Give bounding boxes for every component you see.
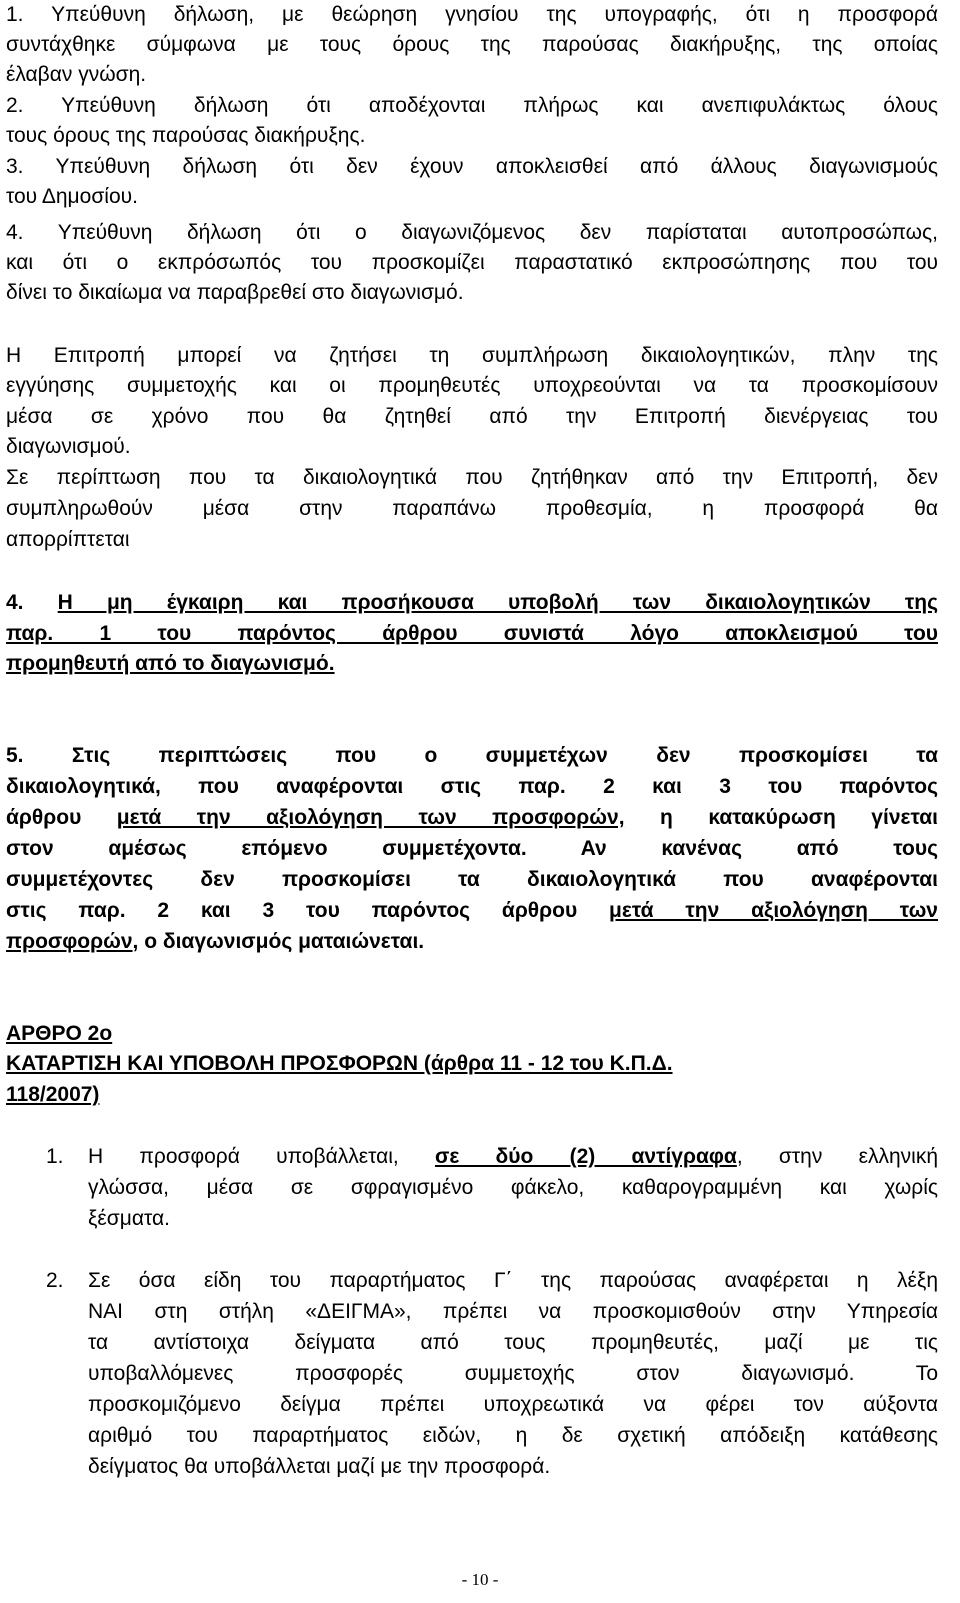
item4-line-1 — [6, 588, 938, 618]
point2-line-5: προσκομιζόμενο δείγμα πρέπει υποχρεωτικά να φέρει τον αύξοντα — [88, 1393, 938, 1416]
point2-line-7: δείγματος θα υποβάλλεται μαζί με την προσφορά. — [88, 1455, 551, 1478]
point2-line-2: ΝΑΙ στη στήλη «ΔΕΙΓΜΑ», πρέπει να προσκομισθούν στην Υπηρεσία — [88, 1300, 938, 1323]
item5-line-6-b: μετά την αξιολόγηση των — [609, 899, 938, 922]
item5-line-5: συμμετέχοντες δεν προσκομίσει τα δικαιολογητικά που αναφέρονται — [6, 868, 938, 891]
point1-number: 1. — [46, 1145, 64, 1168]
committee-line-5: Σε περίπτωση που τα δικαιολογητικά που ζητήθηκαν από την Επιτροπή, δεν — [6, 466, 938, 489]
item5-line-7-b: , ο διαγωνισμός ματαιώνεται. — [132, 930, 425, 953]
article-heading-line-1: ΚΑΤΑΡΤΙΣΗ ΚΑΙ ΥΠΟΒΟΛΗ ΠΡΟΣΦΟΡΩΝ (άρθρα 11 - 12 του Κ.Π.Δ. — [6, 1052, 673, 1075]
point1-line-2: γλώσσα, μέσα σε σφραγισμένο φάκελο, καθαρογραμμένη και χωρίς — [88, 1176, 938, 1199]
point1-line-1-a: Η προσφορά υποβάλλεται, — [88, 1145, 435, 1168]
point2-line-3: τα αντίστοιχα δείγματα από τους προμηθευτές, μαζί με τις — [88, 1331, 938, 1354]
committee-line-4: διαγωνισμού. — [6, 435, 131, 458]
item5-line-7-a: προσφορών — [6, 930, 133, 953]
item5-line-3-c: η κατακύρωση γίνεται — [624, 806, 938, 829]
item5-line-6-a: στις παρ. 2 και 3 του παρόντος άρθρου — [6, 899, 610, 922]
item5-line-2: δικαιολογητικά, που αναφέρονται στις παρ. 2 και 3 του παρόντος — [6, 775, 938, 798]
item5-line-3-b: μετά την αξιολόγηση των προσφορών, — [116, 806, 625, 829]
point2-line-4: υποβαλλόμενες προσφορές συμμετοχής στον διαγωνισμό. Το — [88, 1362, 938, 1385]
article-title: ΑΡΘΡΟ 2ο — [6, 1022, 113, 1045]
declaration-1-line-1: 1. Υπεύθυνη δήλωση, με θεώρηση γνησίου της υπογραφής, ότι η προσφορά — [6, 3, 938, 26]
point2-number: 2. — [46, 1269, 64, 1292]
declaration-2-line-1: 2. Υπεύθυνη δήλωση ότι αποδέχονται πλήρως και ανεπιφυλάκτως όλους — [6, 94, 938, 117]
item5-line-6 — [6, 896, 938, 926]
item4-number: 4. — [6, 591, 24, 614]
point2-line-6: αριθμό του παραρτήματος ειδών, η δε σχετική απόδειξη κατάθεσης — [88, 1424, 938, 1447]
committee-line-1: Η Επιτροπή μπορεί να ζητήσει τη συμπλήρωση δικαιολογητικών, πλην της — [6, 344, 938, 367]
item5-line-7 — [6, 927, 938, 957]
item5-line-3 — [6, 803, 938, 833]
item5-line-1: 5. Στις περιπτώσεις που ο συμμετέχων δεν προσκομίσει τα — [6, 744, 938, 767]
declaration-1-line-3: έλαβαν γνώση. — [6, 63, 147, 86]
committee-line-2: εγγύησης συμμετοχής και οι προμηθευτές υποχρεούνται να τα προσκομίσουν — [6, 374, 938, 397]
point2-line-1: Σε όσα είδη του παραρτήματος Γ΄ της παρούσας αναφέρεται η λέξη — [88, 1269, 938, 1292]
declaration-3-line-2: του Δημοσίου. — [6, 185, 138, 208]
declaration-2-line-2: τους όρους της παρούσας διακήρυξης. — [6, 124, 366, 147]
item5-line-4: στον αμέσως επόμενο συμμετέχοντα. Αν κανένας από τους — [6, 837, 938, 860]
declaration-3-line-1: 3. Υπεύθυνη δήλωση ότι δεν έχουν αποκλεισθεί από άλλους διαγωνισμούς — [6, 155, 938, 178]
article-heading-line-2: 118/2007) — [6, 1083, 100, 1106]
item4-line-3: προμηθευτή από το διαγωνισμό. — [6, 652, 335, 675]
point1-line-3: ξέσματα. — [88, 1207, 170, 1230]
committee-line-6: συμπληρωθούν μέσα στην παραπάνω προθεσμία, η προσφορά θα — [6, 497, 938, 520]
committee-line-3: μέσα σε χρόνο που θα ζητηθεί από την Επιτροπή διενέργειας του — [6, 405, 938, 428]
point1-line-1-b: σε δύο (2) αντίγραφα — [434, 1145, 737, 1168]
committee-line-7: απορρίπτεται — [6, 528, 130, 551]
declaration-4-line-2: και ότι ο εκπρόσωπός του προσκομίζει παραστατικό εκπροσώπησης που του — [6, 251, 938, 274]
point1-line-1-c: , στην ελληνική — [736, 1145, 938, 1168]
item4-line-2: παρ. 1 του παρόντος άρθρου συνιστά λόγο αποκλεισμού του — [6, 622, 938, 645]
declaration-1-line-2: συντάχθηκε σύμφωνα με τους όρους της παρούσας διακήρυξης, της οποίας — [6, 33, 938, 56]
declaration-4-line-1: 4. Υπεύθυνη δήλωση ότι ο διαγωνιζόμενος δεν παρίσταται αυτοπροσώπως, — [6, 221, 938, 244]
item5-line-3-a: άρθρου — [6, 806, 117, 829]
item4-text-1: Η μη έγκαιρη και προσήκουσα υποβολή των δικαιολογητικών της — [57, 591, 938, 614]
point1-line-1 — [88, 1142, 938, 1172]
page-number: - 10 - — [461, 1570, 499, 1589]
declaration-4-line-3: δίνει το δικαίωμα να παραβρεθεί στο διαγωνισμό. — [6, 281, 464, 304]
